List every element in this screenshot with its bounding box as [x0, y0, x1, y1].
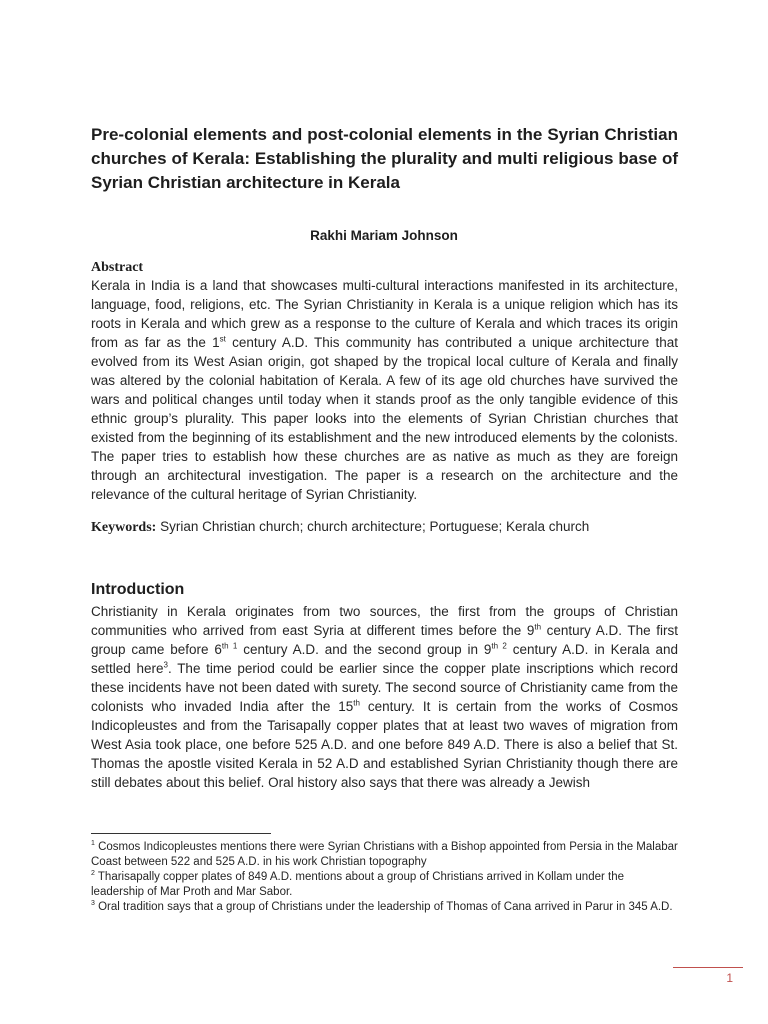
- keywords-label: Keywords:: [91, 520, 157, 535]
- footnote-text: Oral tradition says that a group of Christians under the leadership of Thomas of Cana arrived in Parur in 345 A.D.: [94, 901, 673, 913]
- ordinal-superscript: st: [219, 334, 226, 344]
- abstract-text: [91, 276, 678, 504]
- footnote-text: Cosmos Indicopleustes mentions there were Syrian Christians with a Bishop appointed from Persia in the Malabar Coast between 522 and 525 A.D. in his work Christian topography: [91, 841, 678, 868]
- footnote-reference[interactable]: th 2: [491, 641, 507, 651]
- footnote-text: Tharisapally copper plates of 849 A.D. mentions about a group of Christians arrived in Kollam under the leadership of Mar Proth and Mar Sabor.: [91, 871, 624, 898]
- footnote-reference[interactable]: th 1: [221, 641, 238, 651]
- footnotes: [91, 840, 678, 915]
- introduction-heading: Introduction: [91, 581, 185, 598]
- footnote-3: [91, 900, 678, 915]
- page-number-rule: [673, 967, 743, 968]
- introduction-text-part: . The time period could be earlier since the copper plate inscriptions which record these incidents have not been dated with surety. The second source of Christianity came from the colonists who invaded India after the 15: [91, 661, 678, 714]
- footnote-number: 1: [91, 840, 95, 848]
- introduction-text-part: century A.D. and the second group in 9: [237, 642, 492, 657]
- author-name: Rakhi Mariam Johnson: [310, 228, 458, 243]
- introduction-text: [91, 602, 678, 792]
- footnote-1: [91, 840, 678, 870]
- page-number: 1: [726, 971, 733, 985]
- introduction-text-part: Christianity in Kerala originates from two sources, the first from the groups of Christian communities who arrived from east Syria at different times before the 9: [91, 604, 678, 638]
- introduction-text-part: century. It is certain from the works of Cosmos Indicopleustes and from the Tarisapally copper plates that at least two waves of migration from West Asia took place, one before 525 A.D. and one before 849 A.D. There is also a belief that St. Thomas the apostle visited Kerala in 52 A.D and established Syrian Christianity though there are still debates about this belief. Oral history also says that there was already a Jewish: [91, 699, 679, 790]
- keywords-text: Syrian Christian church; church architecture; Portuguese; Kerala church: [156, 519, 590, 534]
- abstract-text-part: Kerala in India is a land that showcases multi-cultural interactions manifested in its architecture, language, food, religions, etc. The Syrian Christianity in Kerala is a unique religion which has its roots in Kerala and which grew as a response to the culture of Kerala and which traces its origin from as far as the 1: [91, 278, 678, 350]
- keywords-line: [91, 517, 678, 537]
- superscript: th: [353, 698, 360, 708]
- abstract-text-part: century A.D. This community has contributed a unique architecture that evolved from its West Asian origin, got shaped by the tropical local culture of Kerala and finally was altered by the colonial habitation of Kerala. A few of its age old churches have survived the wars and political changes until today when it stands proof as the only tangible evidence of this ethnic group’s plurality. This paper looks into the elements of Syrian Christian churches that existed from the beginning of its establishment and the new introduced elements by the colonists. The paper tries to establish how these churches are as native as much as they are foreign through an architectural investigation. The paper is a research on the architecture and the relevance of the cultural heritage of Syrian Christianity.: [91, 335, 678, 502]
- paper-title: Pre-colonial elements and post-colonial elements in the Syrian Christian churches of Kerala: Establishing the plurality and multi religious base of Syrian Christian architecture in Kerala: [91, 125, 678, 192]
- abstract-heading: Abstract: [91, 260, 144, 275]
- superscript: th: [534, 622, 542, 632]
- footnote-reference[interactable]: 3: [163, 660, 168, 670]
- footnote-number: 3: [91, 900, 95, 908]
- footnote-2: [91, 870, 678, 900]
- introduction-text-part: century A.D. The first group came before 6: [91, 623, 678, 657]
- footnote-separator: [91, 833, 271, 834]
- footnote-number: 2: [91, 870, 95, 878]
- introduction-text-part: century A.D. in Kerala and settled here: [91, 642, 678, 676]
